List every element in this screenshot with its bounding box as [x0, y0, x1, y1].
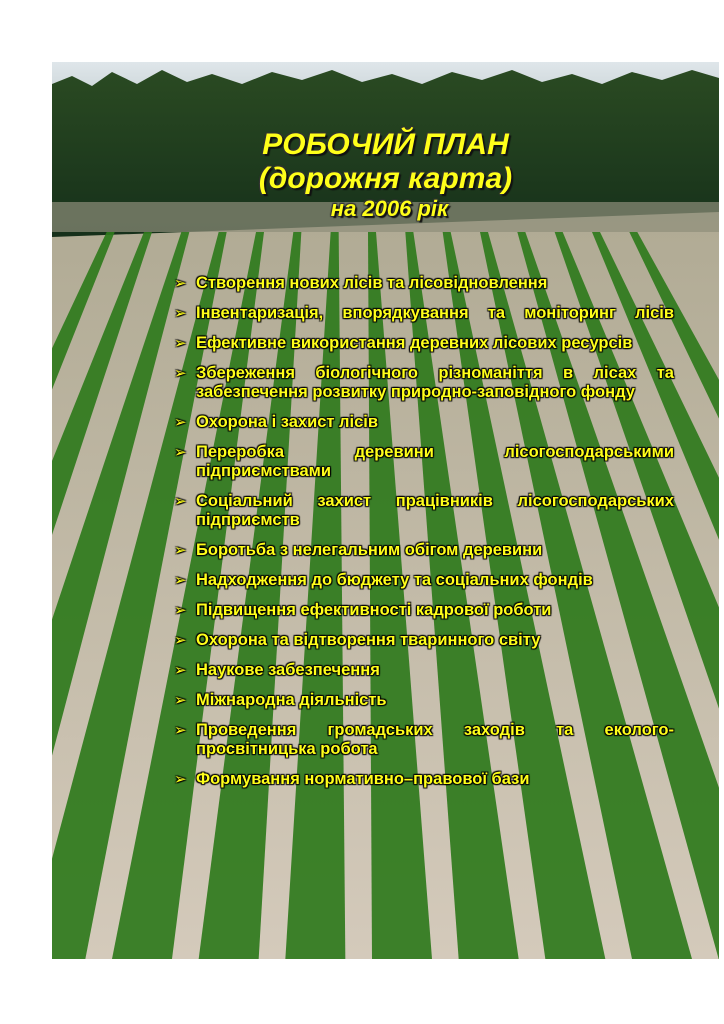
list-item	[172, 691, 674, 710]
list-item-text: Збереження біологічного різноманіття в лісах та забезпечення розвитку природно-заповідного фонду	[196, 364, 674, 401]
arrow-bullet-icon: ➢	[174, 443, 187, 461]
list-item-text: Підвищення ефективності кадрової роботи	[196, 601, 552, 619]
list-item-text: Проведення громадських заходів та еколого-просвітницька робота	[196, 721, 674, 758]
page-year: на 2006 рік	[330, 196, 449, 221]
list-item-text: Інвентаризація, впорядкування та моніторинг лісів	[196, 304, 674, 322]
arrow-bullet-icon: ➢	[174, 364, 187, 382]
list-item-text: Надходження до бюджету та соціальних фондів	[196, 571, 593, 589]
arrow-bullet-icon: ➢	[174, 770, 187, 788]
arrow-bullet-icon: ➢	[174, 274, 187, 292]
list-item	[172, 661, 674, 680]
list-item-text: Переробка деревини лісогосподарськими підприємствами	[196, 443, 674, 480]
list-item-text: Міжнародна діяльність	[196, 691, 387, 709]
arrow-bullet-icon: ➢	[174, 661, 187, 679]
arrow-bullet-icon: ➢	[174, 492, 187, 510]
list-item	[172, 274, 674, 293]
list-item	[172, 413, 674, 432]
page-subtitle: (дорожня карта)	[258, 162, 513, 195]
plan-list	[172, 274, 674, 800]
list-item	[172, 721, 674, 759]
title-block	[52, 128, 719, 222]
list-item-text: Формування нормативно–правової бази	[196, 770, 530, 788]
page-title: РОБОЧИЙ ПЛАН	[262, 128, 509, 161]
list-item	[172, 334, 674, 353]
list-item	[172, 443, 674, 481]
list-item-text: Боротьба з нелегальним обігом деревини	[196, 541, 543, 559]
list-item	[172, 492, 674, 530]
list-item	[172, 601, 674, 620]
list-item	[172, 571, 674, 590]
list-item-text: Ефективне використання деревних лісових ресурсів	[196, 334, 633, 352]
list-item-text: Охорона і захист лісів	[196, 413, 379, 431]
list-item-text: Охорона та відтворення тваринного світу	[196, 631, 541, 649]
list-item	[172, 304, 674, 323]
list-item-text: Створення нових лісів та лісовідновлення	[196, 274, 548, 292]
list-item-text: Наукове забезпечення	[196, 661, 380, 679]
arrow-bullet-icon: ➢	[174, 541, 187, 559]
list-item	[172, 541, 674, 560]
arrow-bullet-icon: ➢	[174, 334, 187, 352]
arrow-bullet-icon: ➢	[174, 631, 187, 649]
list-item	[172, 364, 674, 402]
list-item	[172, 631, 674, 650]
arrow-bullet-icon: ➢	[174, 601, 187, 619]
list-item	[172, 770, 674, 789]
arrow-bullet-icon: ➢	[174, 691, 187, 709]
list-item-text: Соціальний захист працівників лісогосподарських підприємств	[196, 492, 674, 529]
arrow-bullet-icon: ➢	[174, 571, 187, 589]
arrow-bullet-icon: ➢	[174, 304, 187, 322]
arrow-bullet-icon: ➢	[174, 721, 187, 739]
arrow-bullet-icon: ➢	[174, 413, 187, 431]
